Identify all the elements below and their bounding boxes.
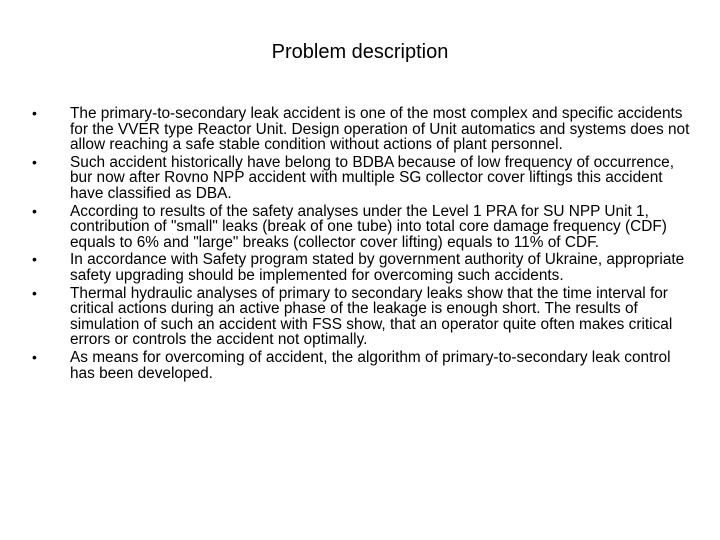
bullet-icon: •: [32, 348, 37, 365]
bullet-icon: •: [32, 251, 37, 268]
bullet-item-4: [32, 252, 692, 283]
bullet-text: Thermal hydraulic analyses of primary to secondary leaks show that the time interval for critical actions during an active phase of the leakage is enough short. The results of simulation of such an accident with FSS show, that an operator quite often makes critical errors or controls the accident not optimally.: [70, 284, 673, 349]
bullet-icon: •: [32, 105, 37, 121]
bullet-text: According to results of the safety analyses under the Level 1 PRA for SU NPP Unit 1, contribution of "small" leaks (break of one tube) into total core damage frequency (CDF) equals to 6% and "large" breaks (collector cover lifting) equals to 11% of CDF.: [70, 202, 667, 251]
bullet-text: In accordance with Safety program stated by government authority of Ukraine, appropriate safety upgrading should be implemented for overcoming such accidents.: [70, 251, 685, 284]
bullet-icon: •: [32, 153, 37, 170]
bullet-item-6: [32, 350, 692, 381]
slide-title: Problem description: [271, 41, 449, 63]
bullet-text: The primary-to-secondary leak accident is one of the most complex and specific accidents for the VVER type Reactor Unit. Design operation of Unit automatics and systems does not allow reaching a safe stable condition without actions of plant personnel.: [70, 105, 690, 154]
bullet-item-2: [32, 155, 692, 202]
bullet-list: [32, 106, 692, 383]
bullet-text: Such accident historically have belong to BDBA because of low frequency of occurrence, bur now after Rovno NPP accident with multiple SG collector cover liftings this accident have classified as DBA.: [70, 153, 674, 202]
bullet-item-5: [32, 286, 692, 348]
bullet-icon: •: [32, 284, 37, 301]
bullet-icon: •: [32, 202, 37, 219]
bullet-item-1: [32, 106, 692, 153]
bullet-item-3: [32, 204, 692, 251]
bullet-text: As means for overcoming of accident, the algorithm of primary-to-secondary leak control has been developed.: [70, 348, 671, 382]
